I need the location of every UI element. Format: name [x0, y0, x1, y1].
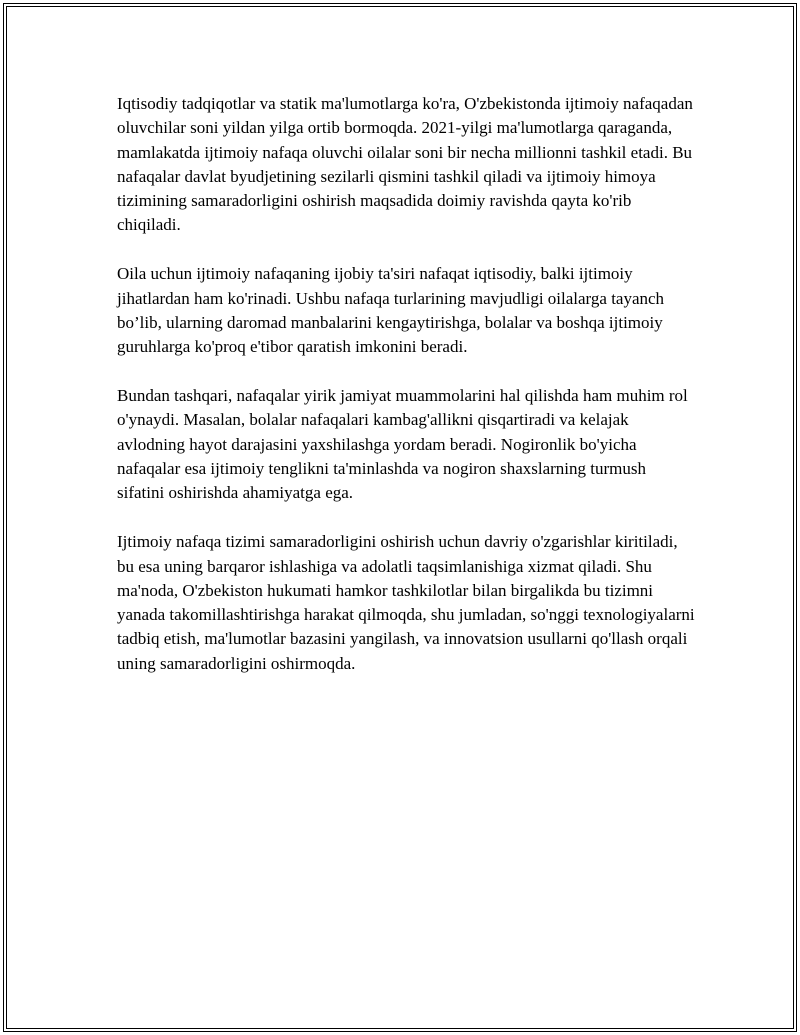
paragraph-2: Oila uchun ijtimoiy nafaqaning ijobiy ta'siri nafaqat iqtisodiy, balki ijtimoiy jihatlardan ham ko'rinadi. Ushbu nafaqa turlarining mavjudligi oilalarga tayanch bo’lib, ularning daromad manbalarini kengaytirishga, bolalar va boshqa ijtimoiy guruhlarga ko'proq e'tibor qaratish imkonini beradi.: [117, 264, 665, 357]
paragraph-3: Bundan tashqari, nafaqalar yirik jamiyat muammolarini hal qilishda ham muhim rol o'ynaydi. Masalan, bolalar nafaqalari kambag'allikni qisqartiradi va kelajak avlodning hayot darajasini yaxshilashga yordam beradi. Nogironlik bo'yicha nafaqalar esa ijtimoiy tenglikni ta'minlashda va nogiron shaxslarning turmush sifatini oshirishda ahamiyatga ega.: [117, 386, 688, 503]
paragraph-1: Iqtisodiy tadqiqotlar va statik ma'lumotlarga ko'ra, O'zbekistonda ijtimoiy nafaqadan oluvchilar soni yildan yilga ortib bormoqda. 2021-yilgi ma'lumotlarga qaraganda, mamlakatda ijtimoiy nafaqa oluvchi oilalar soni bir necha millionni tashkil etadi. Bu nafaqalar davlat byudjetining sezilarli qismini tashkil qiladi va ijtimoiy himoya tizimining samaradorligini oshirish maqsadida doimiy ravishda qayta ko'rib chiqiladi.: [117, 94, 693, 235]
paragraph-4: Ijtimoiy nafaqa tizimi samaradorligini oshirish uchun davriy o'zgarishlar kiritiladi, bu esa uning barqaror ishlashiga va adolatli taqsimlanishiga xizmat qiladi. Shu ma'noda, O'zbekiston hukumati hamkor tashkilotlar bilan birgalikda bu tizimni yanada takomillashtirishga harakat qilmoqda, shu jumladan, so'nggi texnologiyalarni tadbiq etish, ma'lumotlar bazasini yangilash, va innovatsion usullarni qo'llash orqali uning samaradorligini oshirmoqda.: [117, 532, 695, 673]
document-body: [117, 92, 697, 701]
